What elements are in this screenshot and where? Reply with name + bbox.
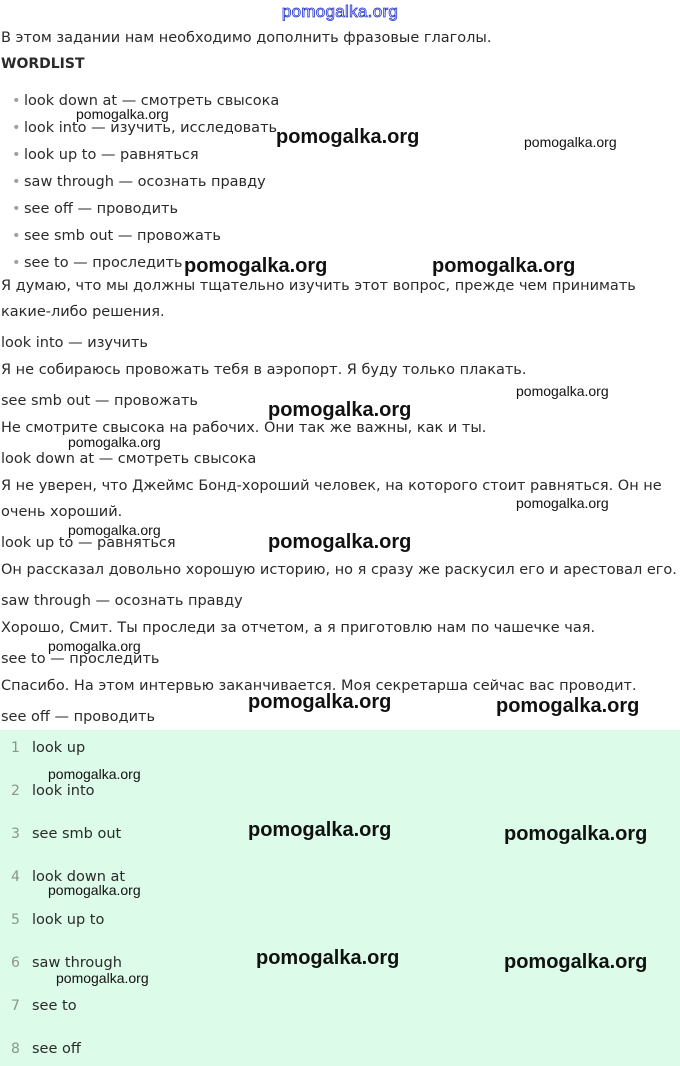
- answer-text: see smb out: [32, 826, 122, 842]
- watermark: pomogalka.org: [48, 638, 141, 654]
- answer-number: 7: [11, 998, 20, 1014]
- exercise-sentence: Я не собираюсь провожать тебя в аэропорт. Я буду только плакать.: [1, 362, 527, 378]
- answer-number: 1: [11, 740, 20, 756]
- answer-text: look up to: [32, 912, 105, 928]
- watermark: pomogalka.org: [68, 522, 161, 538]
- answer-text: look up: [32, 740, 86, 756]
- exercise-sentence: Не смотрите свысока на рабочих. Они так же важны, как и ты.: [1, 420, 487, 436]
- wordlist-item: • look down at — смотреть свысока: [12, 90, 279, 117]
- answer-text: see off: [32, 1041, 81, 1057]
- exercise-sentence: Он рассказал довольно хорошую историю, но я сразу же раскусил его и арестовал его.: [1, 562, 677, 578]
- answer-number: 2: [11, 783, 20, 799]
- exercise-answer: look up to — равняться: [1, 535, 176, 551]
- wordlist-heading: WORDLIST: [1, 56, 85, 72]
- bullet-icon: •: [12, 201, 21, 217]
- wordlist-item: • see smb out — провожать: [12, 225, 279, 252]
- exercise-sentence: Я не уверен, что Джеймс Бонд-хороший человек, на которого стоит равняться. Он не очень хороший.: [1, 478, 662, 520]
- watermark: pomogalka.org: [248, 691, 392, 713]
- exercise-answer: look into — изучить: [1, 335, 148, 351]
- watermark: pomogalka.org: [504, 823, 648, 845]
- wordlist-item: • look up to — равняться: [12, 144, 279, 171]
- watermark: pomogalka.org: [432, 255, 576, 277]
- site-logo: pomogalka.org: [281, 2, 399, 21]
- watermark: pomogalka.org: [524, 134, 617, 150]
- watermark: pomogalka.org: [68, 434, 161, 450]
- exercise-answer: see smb out — провожать: [1, 393, 198, 409]
- answer-number: 8: [11, 1041, 20, 1057]
- watermark: pomogalka.org: [248, 819, 392, 841]
- exercise-answer: see off — проводить: [1, 709, 155, 725]
- watermark: pomogalka.org: [504, 951, 648, 973]
- bullet-icon: •: [12, 255, 21, 271]
- exercise-sentence: Хорошо, Смит. Ты проследи за отчетом, а я приготовлю нам по чашечке чая.: [1, 620, 596, 636]
- exercise-answer: look down at — смотреть свысока: [1, 451, 257, 467]
- wordlist-item: • see to — проследить: [12, 252, 279, 279]
- exercise-answer: saw through — осознать правду: [1, 593, 243, 609]
- watermark: pomogalka.org: [516, 383, 609, 399]
- watermark: pomogalka.org: [76, 106, 169, 122]
- answer-number: 3: [11, 826, 20, 842]
- exercise-sentence: Спасибо. На этом интервью заканчивается. Моя секретарша сейчас вас проводит.: [1, 678, 637, 694]
- watermark: pomogalka.org: [268, 399, 412, 421]
- watermark: pomogalka.org: [48, 766, 141, 782]
- bullet-icon: •: [12, 174, 21, 190]
- watermark: pomogalka.org: [496, 695, 640, 717]
- bullet-icon: •: [12, 120, 21, 136]
- watermark: pomogalka.org: [256, 947, 400, 969]
- wordlist-item: • look into — изучить, исследовать: [12, 117, 279, 144]
- wordlist-item: • see off — проводить: [12, 198, 279, 225]
- answer-text: look down at: [32, 869, 126, 885]
- answer-text: look into: [32, 783, 95, 799]
- watermark: pomogalka.org: [268, 531, 412, 553]
- watermark: pomogalka.org: [48, 882, 141, 898]
- watermark: pomogalka.org: [276, 126, 420, 148]
- bullet-icon: •: [12, 93, 21, 109]
- exercise-sentence: Я думаю, что мы должны тщательно изучить этот вопрос, прежде чем принимать какие-либо решения.: [1, 278, 636, 320]
- watermark: pomogalka.org: [516, 495, 609, 511]
- watermark: pomogalka.org: [56, 970, 149, 986]
- bullet-icon: •: [12, 228, 21, 244]
- answer-number: 6: [11, 955, 20, 971]
- answer-text: saw through: [32, 955, 122, 971]
- exercise-answer: see to — проследить: [1, 651, 160, 667]
- bullet-icon: •: [12, 147, 21, 163]
- answer-text: see to: [32, 998, 77, 1014]
- answer-number: 4: [11, 869, 20, 885]
- watermark: pomogalka.org: [184, 255, 328, 277]
- wordlist-item: • saw through — осознать правду: [12, 171, 279, 198]
- intro-text: В этом задании нам необходимо дополнить фразовые глаголы.: [1, 30, 492, 46]
- answer-number: 5: [11, 912, 20, 928]
